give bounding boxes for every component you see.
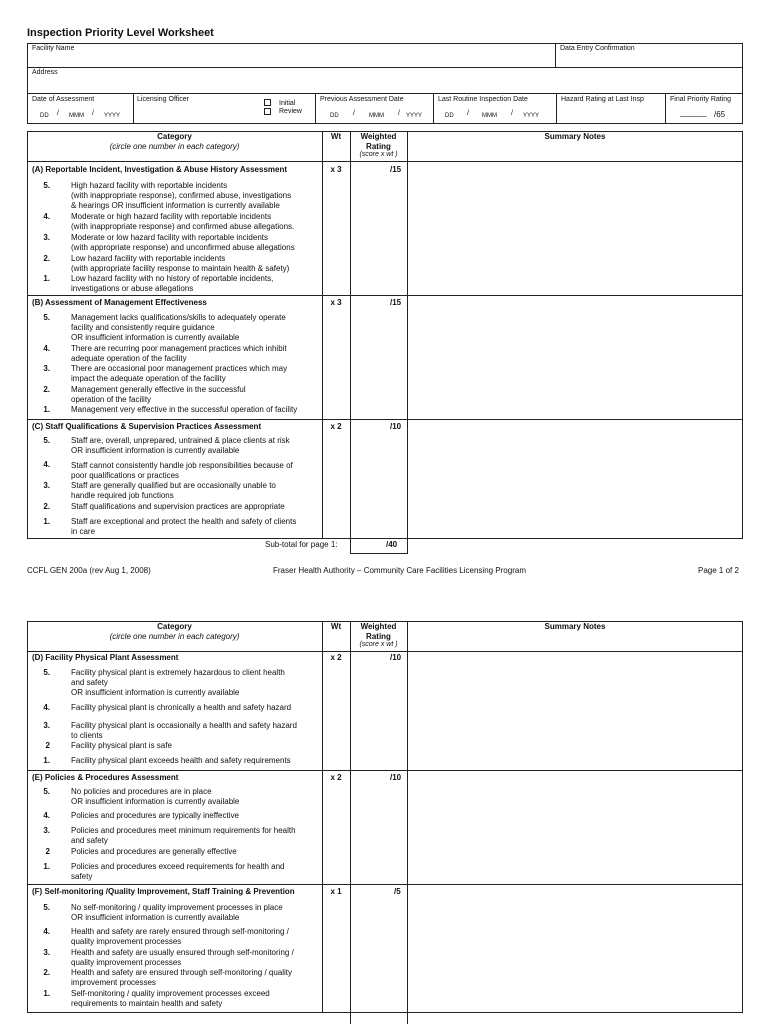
rating-text: Policies and procedures are typically ineffective xyxy=(71,811,239,820)
rating-text: safety xyxy=(71,872,93,881)
rating-option-4[interactable]: 4. xyxy=(43,344,50,353)
facility-name-field[interactable] xyxy=(27,54,554,66)
divider xyxy=(350,131,351,554)
section-b-title: (B) Assessment of Management Effectiveness xyxy=(32,298,207,307)
section-e-notes-field[interactable] xyxy=(408,771,742,883)
initial-checkbox[interactable] xyxy=(264,99,271,106)
section-c-weight: x 2 xyxy=(330,422,342,431)
weighted-header: Weighted xyxy=(360,622,397,631)
rating-text: Moderate or high hazard facility with reportable incidents xyxy=(71,212,272,221)
rating-text: (with appropriate facility response to maintain health & safety) xyxy=(71,264,290,273)
rating-option-4[interactable]: 4. xyxy=(43,212,50,221)
address-field[interactable] xyxy=(27,78,743,92)
date-slash: / xyxy=(57,110,59,117)
rating-option-3[interactable]: 3. xyxy=(43,721,50,730)
section-a-max: /15 xyxy=(390,165,402,174)
rating-option-5[interactable]: 5. xyxy=(43,787,50,796)
final-priority-blank[interactable]: ______ xyxy=(680,108,707,117)
subtotal-max: /40 xyxy=(386,540,398,549)
rating-text: quality improvement processes xyxy=(71,937,182,946)
rating-text: and safety xyxy=(71,836,108,845)
rating-option-3[interactable]: 3. xyxy=(43,233,50,242)
form-code: CCFL GEN 200a (rev Aug 1, 2008) xyxy=(27,566,151,575)
rating-text: to clients xyxy=(71,731,103,740)
date-slash: / xyxy=(92,110,94,117)
hazard-rating-label: Hazard Rating at Last Insp xyxy=(561,96,644,103)
rating-text: requirements to maintain health and safety xyxy=(71,999,223,1008)
rating-text: & hearings OR insufficient information is currently available xyxy=(71,201,280,210)
section-b-max: /15 xyxy=(390,298,402,307)
category-header: Category xyxy=(157,622,192,631)
last-routine-date-label: Last Routine Inspection Date xyxy=(438,96,528,103)
section-d-notes-field[interactable] xyxy=(408,652,742,769)
rating-option-5[interactable]: 5. xyxy=(43,903,50,912)
rating-text: Health and safety are ensured through self-monitoring / quality xyxy=(71,968,293,977)
section-c-max: /10 xyxy=(390,422,402,431)
rating-text: and safety xyxy=(71,678,108,687)
section-b-notes-field[interactable] xyxy=(408,296,742,418)
score-header: (score x wt ) xyxy=(359,151,398,158)
subtotal-label: Sub-total for page 1: xyxy=(265,540,338,549)
rating-option-2[interactable]: 2. xyxy=(43,968,50,977)
previous-assessment-date-label: Previous Assessment Date xyxy=(320,96,404,103)
rating-text: There are recurring poor management practices which inhibit xyxy=(71,344,287,353)
rating-text: Self-monitoring / quality improvement processes exceed xyxy=(71,989,270,998)
weight-header: Wt xyxy=(330,132,342,141)
section-c-title: (C) Staff Qualifications & Supervision Practices Assessment xyxy=(32,422,262,431)
rating-text: operation of the facility xyxy=(71,395,152,404)
rating-text: in care xyxy=(71,527,96,536)
data-entry-field[interactable] xyxy=(556,54,742,66)
section-a-weight: x 3 xyxy=(330,165,342,174)
rating-option-4[interactable]: 4. xyxy=(43,703,50,712)
date-slash: / xyxy=(353,110,355,117)
rating-text: Facility physical plant is extremely hazardous to client health xyxy=(71,668,285,677)
rating-text: impact the adequate operation of the facility xyxy=(71,374,226,383)
rating-text: Policies and procedures meet minimum requirements for health xyxy=(71,826,296,835)
rating-option-1[interactable]: 1. xyxy=(43,989,50,998)
rating-option-1[interactable]: 1. xyxy=(43,517,50,526)
section-d-max: /10 xyxy=(390,653,402,662)
rating-text: Policies and procedures exceed requirements for health and xyxy=(71,862,285,871)
rating-option-1[interactable]: 1. xyxy=(43,405,50,414)
date-of-assessment-label: Date of Assessment xyxy=(32,96,95,103)
rating-text: Management lacks qualifications/skills to adequately operate xyxy=(71,313,286,322)
rating-text: There are occasional poor management practices which may xyxy=(71,364,288,373)
divider xyxy=(27,67,743,68)
rating-option-3[interactable]: 3. xyxy=(43,481,50,490)
rating-option-3[interactable]: 3. xyxy=(43,826,50,835)
rating-option-4[interactable]: 4. xyxy=(43,927,50,936)
rating-text: Staff qualifications and supervision practices are appropriate xyxy=(71,502,285,511)
rating-option-2[interactable]: 2 xyxy=(45,847,50,856)
data-entry-label: Data Entry Confirmation xyxy=(560,45,635,52)
rating-option-3[interactable]: 3. xyxy=(43,364,50,373)
rating-option-4[interactable]: 4. xyxy=(43,460,50,469)
rating-text: Facility physical plant is occasionally a health and safety hazard xyxy=(71,721,297,730)
initial-label: Initial xyxy=(279,100,296,107)
rating-text: Policies and procedures are generally effective xyxy=(71,847,237,856)
rating-text: Staff cannot consistently handle job responsibilities because of xyxy=(71,461,293,470)
rating-text: Low hazard facility with reportable incidents xyxy=(71,254,226,263)
rating-text: Staff are, overall, unprepared, untrained & place clients at risk xyxy=(71,436,290,445)
rating-text: Health and safety are rarely ensured through self-monitoring / xyxy=(71,927,289,936)
score-header: (score x wt ) xyxy=(359,641,398,648)
rating-text: Health and safety are usually ensured through self-monitoring / xyxy=(71,948,294,957)
summary-notes-header: Summary Notes xyxy=(544,622,606,631)
rating-option-3[interactable]: 3. xyxy=(43,948,50,957)
facility-name-label: Facility Name xyxy=(32,45,75,52)
rating-option-1[interactable]: 1. xyxy=(43,756,50,765)
date-dd: DD xyxy=(330,113,339,119)
final-priority-label: Final Priority Rating xyxy=(670,96,732,103)
final-priority-total: /65 xyxy=(714,110,726,119)
rating-text: poor qualifications or practices xyxy=(71,471,180,480)
divider xyxy=(350,621,351,1024)
section-d-weight: x 2 xyxy=(330,653,342,662)
page-title: Inspection Priority Level Worksheet xyxy=(27,27,214,39)
rating-text: OR insufficient information is currently available xyxy=(71,333,240,342)
rating-option-1[interactable]: 1. xyxy=(43,862,50,871)
rating-text: adequate operation of the facility xyxy=(71,354,187,363)
section-b-weight: x 3 xyxy=(330,298,342,307)
rating-option-5[interactable]: 5. xyxy=(43,668,50,677)
rating-text: OR insufficient information is currently available xyxy=(71,688,240,697)
review-checkbox[interactable] xyxy=(264,108,271,115)
weight-header: Wt xyxy=(330,622,342,631)
divider xyxy=(322,621,323,1013)
date-slash: / xyxy=(398,110,400,117)
category-subheader: (circle one number in each category) xyxy=(109,632,240,641)
section-c-notes-field[interactable] xyxy=(408,420,742,538)
rating-text: Management generally effective in the successful xyxy=(71,385,246,394)
rating-option-2[interactable]: 2. xyxy=(43,254,50,263)
section-e-title: (E) Policies & Procedures Assessment xyxy=(32,773,179,782)
rating-option-5[interactable]: 5. xyxy=(43,436,50,445)
rating-text: OR insufficient information is currently available xyxy=(71,446,240,455)
hazard-rating-field[interactable] xyxy=(557,105,664,123)
section-a-title: (A) Reportable Incident, Investigation & Abuse History Assessment xyxy=(32,165,288,174)
rating-text: Facility physical plant is safe xyxy=(71,741,172,750)
rating-text: Staff are generally qualified but are occasionally unable to xyxy=(71,481,276,490)
page-number: Page 1 of 2 xyxy=(698,566,739,575)
review-label: Review xyxy=(279,108,302,115)
rating-text: OR insufficient information is currently available xyxy=(71,797,240,806)
rating-option-2[interactable]: 2. xyxy=(43,385,50,394)
section-f-notes-field[interactable] xyxy=(408,885,742,1012)
section-e-max: /10 xyxy=(390,773,402,782)
section-e-weight: x 2 xyxy=(330,773,342,782)
rating-header: Rating xyxy=(366,142,391,151)
licensing-officer-field[interactable] xyxy=(134,105,256,123)
rating-text: No self-monitoring / quality improvement processes in place xyxy=(71,903,283,912)
date-mmm: MMM xyxy=(482,113,497,119)
date-dd: DD xyxy=(445,113,454,119)
section-d-title: (D) Facility Physical Plant Assessment xyxy=(32,653,179,662)
rating-text: Facility physical plant is chronically a health and safety hazard xyxy=(71,703,292,712)
rating-text: OR insufficient information is currently available xyxy=(71,913,240,922)
rating-text: Facility physical plant exceeds health and safety requirements xyxy=(71,756,291,765)
address-label: Address xyxy=(32,69,58,76)
rating-text: handle required job functions xyxy=(71,491,174,500)
divider xyxy=(433,93,434,124)
rating-text: No policies and procedures are in place xyxy=(71,787,212,796)
organization: Fraser Health Authority – Community Care Facilities Licensing Program xyxy=(273,566,526,575)
rating-text: quality improvement processes xyxy=(71,958,182,967)
rating-text: Low hazard facility with no history of reportable incidents, xyxy=(71,274,274,283)
rating-text: (with inappropriate response), confirmed abuse, investigations xyxy=(71,191,292,200)
section-a-notes-field[interactable] xyxy=(408,162,742,294)
rating-option-5[interactable]: 5. xyxy=(43,313,50,322)
section-f-weight: x 1 xyxy=(330,887,342,896)
rating-option-2[interactable]: 2 xyxy=(45,741,50,750)
section-f-max: /5 xyxy=(394,887,401,896)
date-slash: / xyxy=(467,110,469,117)
rating-text: (with appropriate response) and unconfirmed abuse allegations xyxy=(71,243,295,252)
rating-option-4[interactable]: 4. xyxy=(43,811,50,820)
rating-header: Rating xyxy=(366,632,391,641)
date-slash: / xyxy=(511,110,513,117)
divider xyxy=(27,93,743,94)
date-dd: DD xyxy=(40,113,49,119)
divider xyxy=(315,93,316,124)
rating-text: (with inappropriate response) and confirmed abuse allegations. xyxy=(71,222,295,231)
divider xyxy=(350,553,408,554)
date-mmm: MMM xyxy=(69,113,84,119)
date-yyyy: YYYY xyxy=(523,113,540,119)
rating-option-2[interactable]: 2. xyxy=(43,502,50,511)
rating-option-1[interactable]: 1. xyxy=(43,274,50,283)
rating-text: Management very effective in the successful operation of facility xyxy=(71,405,298,414)
rating-text: Moderate or low hazard facility with reportable incidents xyxy=(71,233,268,242)
licensing-officer-label: Licensing Officer xyxy=(137,96,190,103)
category-subheader: (circle one number in each category) xyxy=(109,142,240,151)
date-yyyy: YYYY xyxy=(406,113,423,119)
rating-text: Staff are exceptional and protect the health and safety of clients xyxy=(71,517,297,526)
rating-text: improvement processes xyxy=(71,978,156,987)
category-header: Category xyxy=(157,132,192,141)
date-yyyy: YYYY xyxy=(104,113,121,119)
date-mmm: MMM xyxy=(369,113,384,119)
weighted-header: Weighted xyxy=(360,132,397,141)
divider xyxy=(665,93,666,124)
section-f-title: (F) Self-monitoring /Quality Improvement, Staff Training & Prevention xyxy=(32,887,295,896)
summary-notes-header: Summary Notes xyxy=(544,132,606,141)
rating-text: High hazard facility with reportable incidents xyxy=(71,181,228,190)
rating-option-5[interactable]: 5. xyxy=(43,181,50,190)
rating-text: investigations or abuse allegations xyxy=(71,284,194,293)
rating-text: facility and consistently require guidance xyxy=(71,323,215,332)
divider xyxy=(322,131,323,539)
